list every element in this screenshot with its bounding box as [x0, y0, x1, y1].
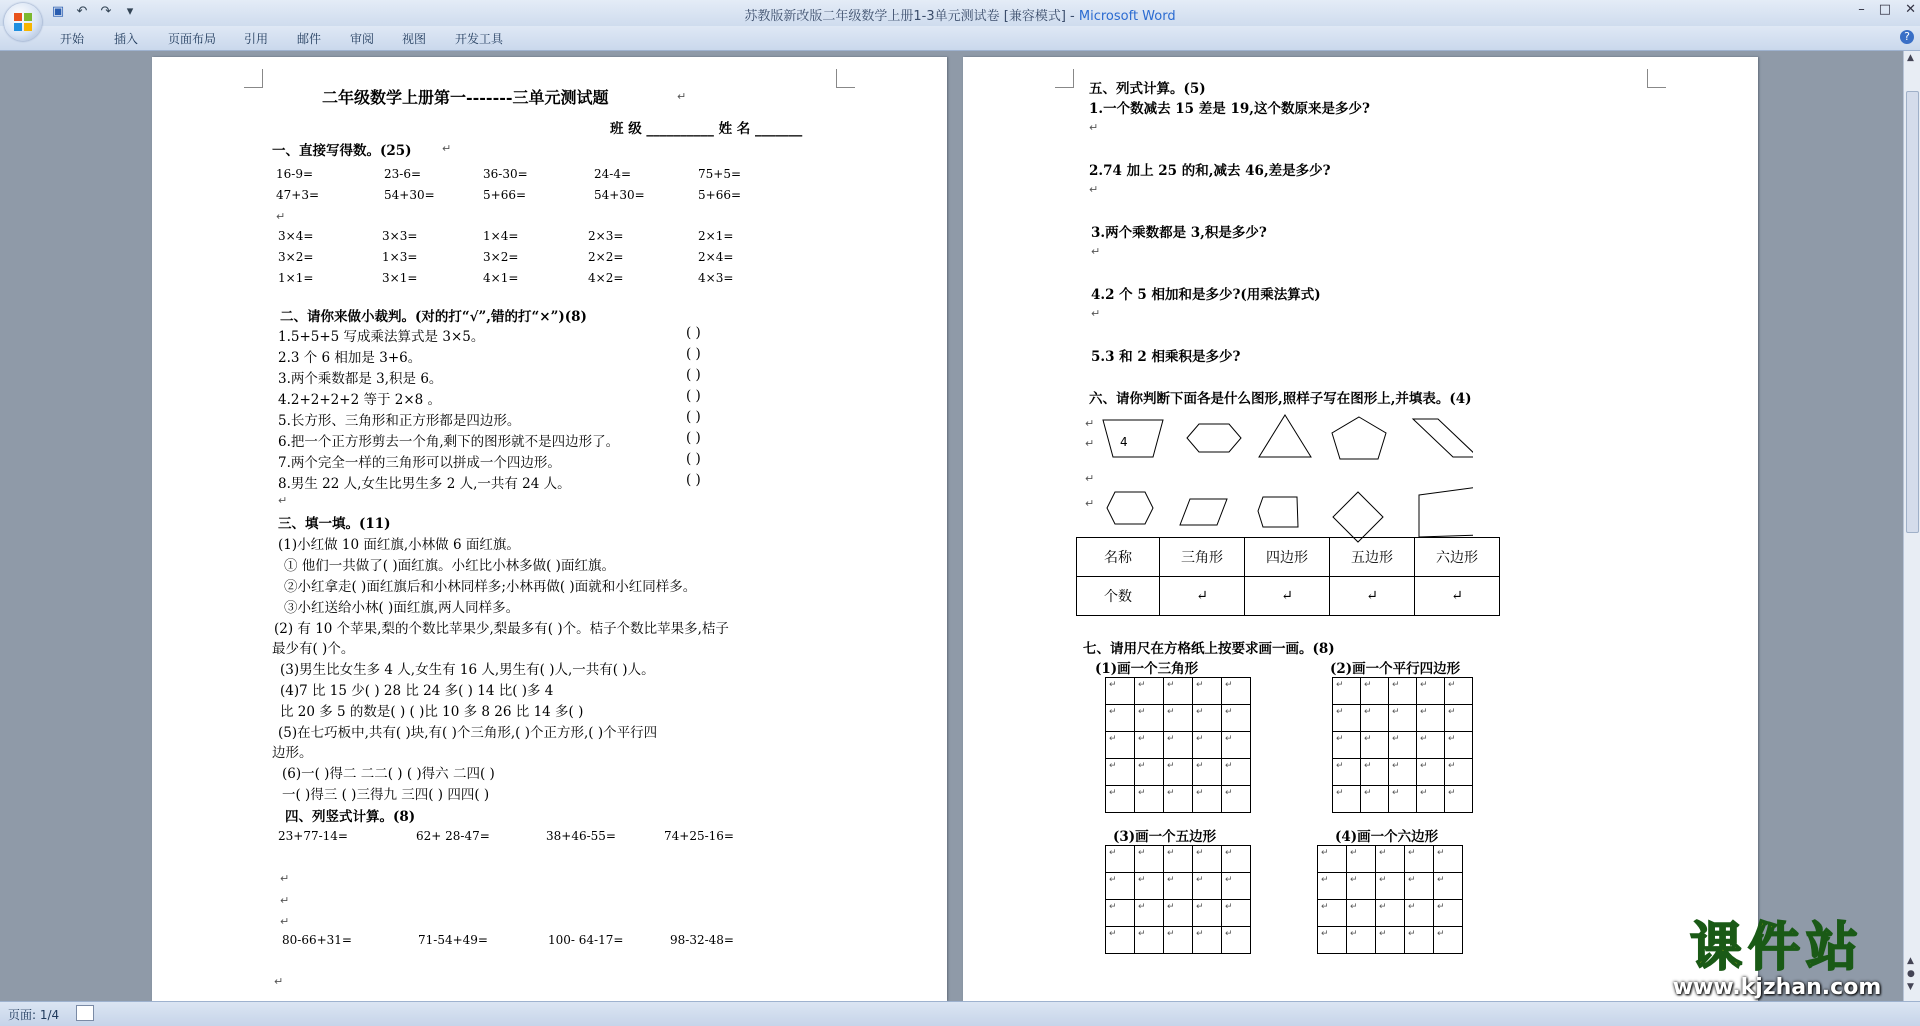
close-button[interactable]: ✕ [1905, 2, 1916, 17]
tab-insert[interactable]: 插入 [114, 32, 139, 46]
next-page-icon[interactable]: ▼ [1907, 982, 1914, 992]
tab-developer[interactable]: 开发工具 [455, 32, 504, 46]
section-6-heading: 六、请你判断下面各是什么图形,照样子写在图形上,并填表。(4) [1089, 391, 1472, 407]
section-5-heading: 五、列式计算。(5) [1089, 81, 1206, 97]
grid-paper-2[interactable]: ↵ ↵ ↵ ↵ ↵ ↵ ↵ ↵ ↵ ↵ ↵ ↵ ↵ ↵ ↵ ↵ ↵ ↵ ↵ ↵ ↵ ↵ ↵ ↵ ↵ [1332, 677, 1473, 813]
question-2: 2.74 加上 25 的和,减去 46,差是多少? [1089, 163, 1331, 179]
question-1: 1.一个数减去 15 差是 19,这个数原来是多少? [1089, 101, 1370, 117]
list-item: 5.长方形、三角形和正方形都是四边形。 [278, 413, 521, 429]
grid-paper-4[interactable]: ↵ ↵ ↵ ↵ ↵ ↵ ↵ ↵ ↵ ↵ ↵ ↵ ↵ ↵ ↵ ↵ ↵ ↵ ↵ ↵ [1317, 845, 1463, 954]
vertical-scrollbar[interactable] [1903, 51, 1920, 1001]
table-row: 名称 三角形 四边形 五边形 六边形 [1077, 538, 1500, 577]
question-5: 5.3 和 2 相乘积是多少? [1091, 349, 1241, 365]
draw-task-4: (4)画一个六边形 [1335, 829, 1439, 845]
hexagon-shape [1187, 424, 1241, 452]
shapes-figure [1093, 407, 1473, 557]
status-bar [0, 1001, 1920, 1026]
proofing-icon[interactable] [76, 1005, 94, 1021]
draw-task-2: (2)画一个平行四边形 [1330, 661, 1461, 677]
question-3: 3.两个乘数都是 3,积是多少? [1091, 225, 1267, 241]
help-icon[interactable]: ? [1900, 30, 1914, 44]
maximize-button[interactable]: □ [1878, 2, 1892, 17]
list-item: 2.3 个 6 相加是 3+6。 [278, 350, 422, 366]
minimize-button[interactable]: – [1858, 2, 1865, 17]
square-shape [1333, 492, 1383, 542]
section-3-heading: 三、填一填。(11) [278, 516, 391, 532]
select-browse-icon[interactable]: ● [1907, 969, 1915, 979]
office-button[interactable] [4, 3, 42, 41]
window-controls [1858, 2, 1916, 17]
list-item: 4.2+2+2+2 等于 2×8 。 [278, 392, 442, 408]
site-watermark-logo: 课件站 www.kjzhan.com [1672, 918, 1882, 1000]
tab-page-layout[interactable]: 页面布局 [168, 32, 217, 46]
customize-qat-icon[interactable]: ▾ [126, 4, 134, 19]
prev-page-icon[interactable]: ▲ [1907, 956, 1914, 966]
margin-corner [1055, 69, 1074, 88]
redo-icon[interactable]: ↷ [100, 4, 112, 19]
undo-icon[interactable]: ↶ [76, 4, 88, 19]
tab-home[interactable]: 开始 [60, 32, 85, 46]
document-page-2: 五、列式计算。(5) 1.一个数减去 15 差是 19,这个数原来是多少? ↵ 2.74 加上 25 的和,减去 46,差是多少? ↵ 3.两个乘数都是 3,积是多少? ↵ 4.2 个 5 相加和是多少?(用乘法算式) ↵ 5.3 和 2 相乘积是多少? 六、请你判断下面各是什么图形,照样子写在图形上,并填表。(4) 4 ↵ ↵ ↵ ↵ 名称 三角形 四边形 五边形 六边形 个数 ↵ ↵ ↵ ↵ 七、请用尺在方格纸上按要求画一画。(8) (1)画一个三角形 (2)画一个平行四边形 ↵ ↵ ↵ ↵ ↵ ↵ ↵ ↵ ↵ ↵ ↵ ↵ ↵ ↵ ↵ ↵ ↵ ↵ ↵ ↵ ↵ ↵ ↵ ↵ ↵ ↵ ↵ ↵ ↵ ↵ ↵ ↵ ↵ ↵ ↵ ↵ ↵ ↵ ↵ ↵ ↵ ↵ ↵ ↵ ↵ ↵ ↵ ↵ ↵ ↵ (3)画一个五边形 (4)画一个六边形 ↵ ↵ ↵ ↵ ↵ ↵ ↵ ↵ ↵ ↵ ↵ ↵ ↵ ↵ ↵ ↵ ↵ ↵ ↵ ↵ ↵ ↵ ↵ ↵ ↵ ↵ ↵ ↵ ↵ ↵ ↵ ↵ ↵ ↵ ↵ ↵ ↵ ↵ ↵ ↵ [963, 57, 1758, 1001]
section-7-heading: 七、请用尺在方格纸上按要求画一画。(8) [1083, 641, 1335, 657]
tab-mailings[interactable]: 邮件 [297, 32, 322, 46]
hexagon-shape [1107, 492, 1153, 524]
document-page-1: 二年级数学上册第一-------三单元测试题 ↵ 班 级 __________ 姓 名 _______ 一、直接写得数。(25) ↵ 16-9= 23-6= 36-30= 24-4= 75+5= 47+3= 54+30= 5+66= 54+30= 5+66= ↵ 3×4= 3×3= 1×4= 2×3= 2×1= 3×2= 1×3= 3×2= 2×2= 2×4= 1×1= 3×1= 4×1= 4×2= 4×3= 二、请你来做小裁判。(对的打“√”,错的打“×”)(8) 1.5+5+5 写成乘法算式是 3×5。 2.3 个 6 相加是 3+6。 3.两个乘数都是 3,积是 6。 4.2+2+2+2 等于 2×8 。 5.长方形、三角形和正方形都是四边形。 6.把一个正方形剪去一个角,剩下的图形就不是四边形了。 7.两个完全一样的三角形可以拼成一个四边形。 8.男生 22 人,女生比男生多 2 人,一共有 24 人。 ( ) ( ) ( ) ( ) ( ) ( ) ( ) ( ) ↵ 三、填一填。(11) (1)小红做 10 面红旗,小林做 6 面红旗。 ① 他们一共做了( )面红旗。小红比小林多做( )面红旗。 ②小红拿走( )面红旗后和小林同样多;小林再做( )面就和小红同样多。 ③小红送给小林( )面红旗,两人同样多。 (2) 有 10 个苹果,梨的个数比苹果少,梨最多有( )个。桔子个数比苹果多,桔子 最少有( )个。 (3)男生比女生多 4 人,女生有 16 人,男生有( )人,一共有( )人。 (4)7 比 15 少( ) 28 比 24 多( ) 14 比( )多 4 比 20 多 5 的数是( ) ( )比 10 多 8 26 比 14 多( ) (5)在七巧板中,共有( )块,有( )个三角形,( )个正方形,( )个平行四 边形。 (6)一( )得二 二二( ) ( )得六 二四( ) 一( )得三 ( )三得九 三四( ) 四四( ) 四、列竖式计算。(8) 23+77-14= 62+ 28-47= 38+46-55= 74+25-16= ↵ ↵ ↵ 80-66+31= 71-54+49= 100- 64-17= 98-32-48= ↵ [152, 57, 947, 1001]
tab-references[interactable]: 引用 [244, 32, 269, 46]
margin-corner [244, 69, 263, 88]
tab-review[interactable]: 审阅 [350, 32, 375, 46]
parallelogram-shape [1180, 499, 1227, 525]
question-4: 4.2 个 5 相加和是多少?(用乘法算式) [1091, 287, 1321, 303]
list-item: 6.把一个正方形剪去一个角,剩下的图形就不是四边形了。 [278, 434, 620, 450]
ribbon-tabs [0, 26, 1920, 51]
exam-title: 二年级数学上册第一-------三单元测试题 [322, 88, 609, 107]
tab-view[interactable]: 视图 [402, 32, 427, 46]
page-count[interactable]: 页面: 1/4 [8, 1008, 60, 1022]
list-item: 8.男生 22 人,女生比男生多 2 人,一共有 24 人。 [278, 476, 571, 492]
list-item: 1.5+5+5 写成乘法算式是 3×5。 [278, 329, 485, 345]
save-icon[interactable]: ▣ [51, 4, 65, 19]
margin-corner [836, 69, 855, 88]
title-bar [0, 0, 1920, 26]
scroll-thumb[interactable] [1906, 91, 1919, 533]
scroll-up-icon[interactable]: ▲ [1907, 53, 1914, 63]
triangle-shape [1259, 415, 1311, 457]
grid-paper-3[interactable]: ↵ ↵ ↵ ↵ ↵ ↵ ↵ ↵ ↵ ↵ ↵ ↵ ↵ ↵ ↵ ↵ ↵ ↵ ↵ ↵ [1105, 845, 1251, 954]
list-item: 7.两个完全一样的三角形可以拼成一个四边形。 [278, 455, 561, 471]
shape-example-label: 4 [1120, 435, 1128, 449]
pentagon-shape [1258, 497, 1298, 527]
office-logo-icon [13, 12, 33, 32]
grid-paper-1[interactable]: ↵ ↵ ↵ ↵ ↵ ↵ ↵ ↵ ↵ ↵ ↵ ↵ ↵ ↵ ↵ ↵ ↵ ↵ ↵ ↵ ↵ ↵ ↵ ↵ ↵ [1105, 677, 1251, 813]
shape-count-table [1076, 537, 1500, 616]
section-4-heading: 四、列竖式计算。(8) [285, 809, 416, 825]
class-name-line: 班 级 __________ 姓 名 _______ [610, 121, 803, 137]
pentagon-shape [1332, 417, 1386, 459]
quadrilateral-shape [1419, 487, 1473, 537]
draw-task-3: (3)画一个五边形 [1113, 829, 1217, 845]
draw-task-1: (1)画一个三角形 [1095, 661, 1199, 677]
margin-corner [1647, 69, 1666, 88]
table-row: 个数 ↵ ↵ ↵ ↵ [1077, 577, 1500, 616]
window-title: 苏教版新改版二年级数学上册1-3单元测试卷 [兼容模式] - Microsoft Word [744, 9, 1176, 24]
parallelogram-shape [1413, 419, 1473, 457]
list-item: 3.两个乘数都是 3,积是 6。 [278, 371, 443, 387]
trapezoid-shape [1103, 420, 1163, 457]
section-2-heading: 二、请你来做小裁判。(对的打“√”,错的打“×”)(8) [280, 309, 587, 325]
section-1-heading: 一、直接写得数。(25) [272, 143, 412, 159]
